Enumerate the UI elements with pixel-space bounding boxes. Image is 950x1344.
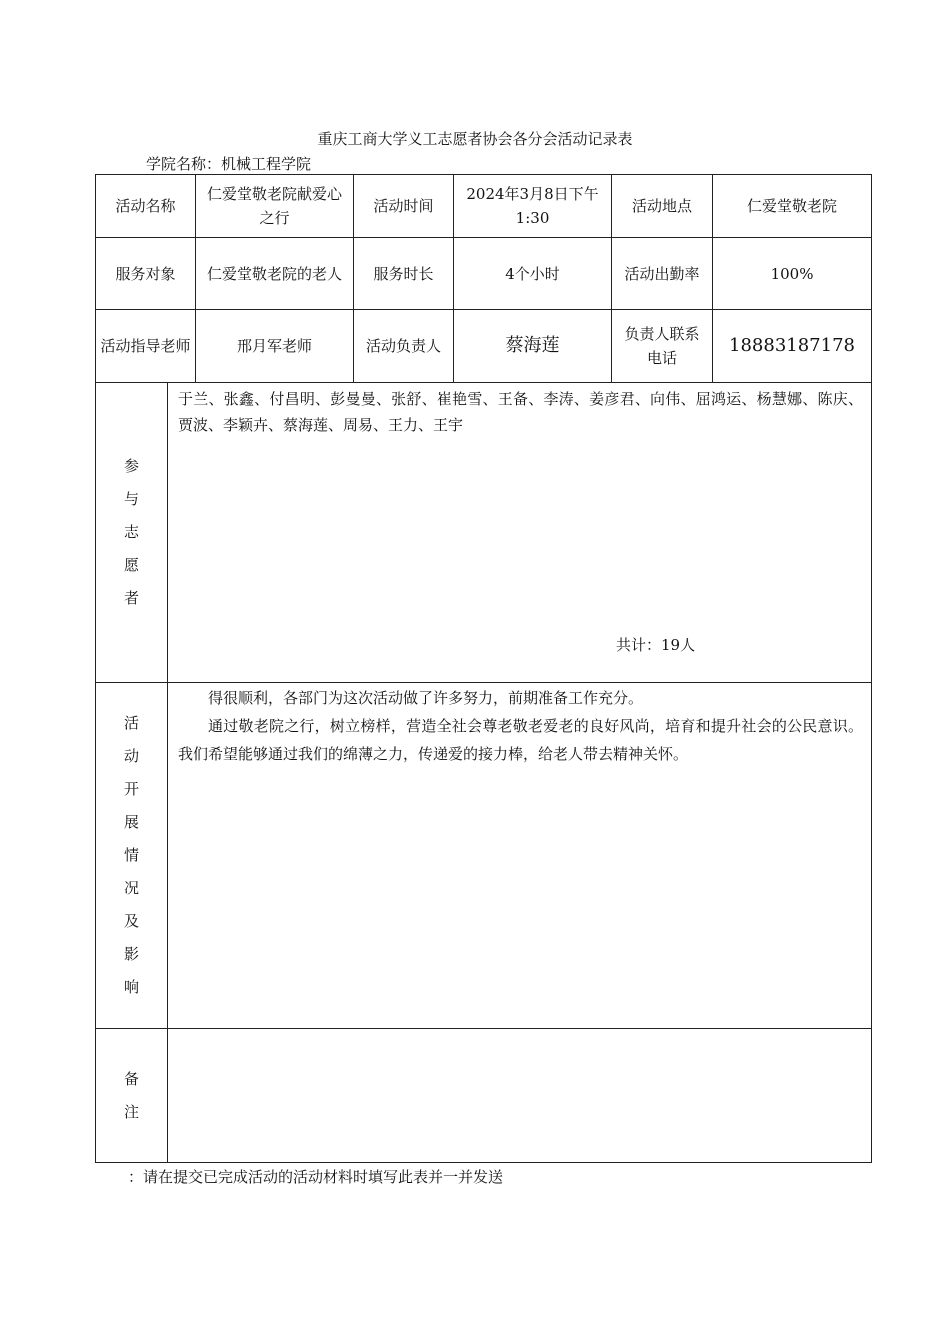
attendance-value: 100% [713,238,872,310]
activity-time-value: 2024年3月8日下午1:30 [454,175,612,238]
service-duration-value: 4个小时 [454,238,612,310]
activity-place-label: 活动地点 [612,175,713,238]
act-char: 活 [123,714,139,732]
rem-char: 备 [123,1069,139,1088]
leader-value: 蔡海莲 [454,310,612,383]
phone-label: 负责人联系电话 [612,310,713,383]
volunteer-names: 于兰、张鑫、付昌明、彭曼曼、张舒、崔艳雪、王备、李涛、姜彦君、向伟、屈鸿运、杨慧娜、陈庆、贾波、李颖卉、蔡海莲、周易、王力、王宇 [178,390,864,434]
activity-description-cell [168,683,872,1029]
attendance-label: 活动出勤率 [612,238,713,310]
act-char: 开 [123,780,139,798]
form-title: 重庆工商大学义工志愿者协会各分会活动记录表 [317,130,633,148]
act-char: 展 [123,813,139,831]
vol-char: 与 [123,490,139,508]
activity-place-value: 仁爱堂敬老院 [713,175,872,238]
remarks-label [96,1029,168,1163]
act-char: 响 [123,978,139,996]
footnote: ：请在提交已完成活动的活动材料时填写此表并一并发送 [128,1168,504,1186]
college-name: 学院名称：机械工程学院 [146,155,312,173]
leader-label: 活动负责人 [354,310,454,383]
row-remarks [96,1029,872,1163]
row-volunteers [96,383,872,683]
advisor-value: 邢月军老师 [196,310,354,383]
service-target-value: 仁爱堂敬老院的老人 [196,238,354,310]
act-char: 影 [123,945,139,963]
row-contact-info [96,310,872,383]
act-char: 况 [123,879,139,897]
activity-time-label: 活动时间 [354,175,454,238]
volunteers-cell [168,383,872,683]
activity-name-label: 活动名称 [96,175,196,238]
activity-description-label [96,683,168,1029]
activity-record-table-main [95,174,872,1163]
vol-char: 志 [123,523,139,541]
activity-paragraph-2: 通过敬老院之行，树立榜样，营造全社会尊老敬老爱老的良好风尚，培育和提升社会的公民意识。我们希望能够通过我们的绵薄之力，传递爱的接力棒，给老人带去精神关怀。 [178,717,864,763]
rem-char: 注 [123,1102,139,1121]
activity-name-value: 仁爱堂敬老院献爱心之行 [196,175,354,238]
vol-char: 愿 [123,556,139,574]
phone-value: 18883187178 [713,310,872,383]
row-activity-description [96,683,872,1029]
volunteer-total: 共计：19人 [616,636,696,654]
act-char: 及 [123,912,139,930]
service-target-label: 服务对象 [96,238,196,310]
advisor-label: 活动指导老师 [96,310,196,383]
vol-char: 者 [123,589,139,607]
volunteers-label [96,383,168,683]
act-char: 情 [123,846,139,864]
remarks-cell [168,1029,872,1163]
activity-paragraph-1: 得很顺利，各部门为这次活动做了许多努力，前期准备工作充分。 [208,689,644,707]
vol-char: 参 [123,457,139,475]
act-char: 动 [123,747,139,765]
service-duration-label: 服务时长 [354,238,454,310]
row-service-info [96,238,872,310]
row-activity-info [96,175,872,238]
